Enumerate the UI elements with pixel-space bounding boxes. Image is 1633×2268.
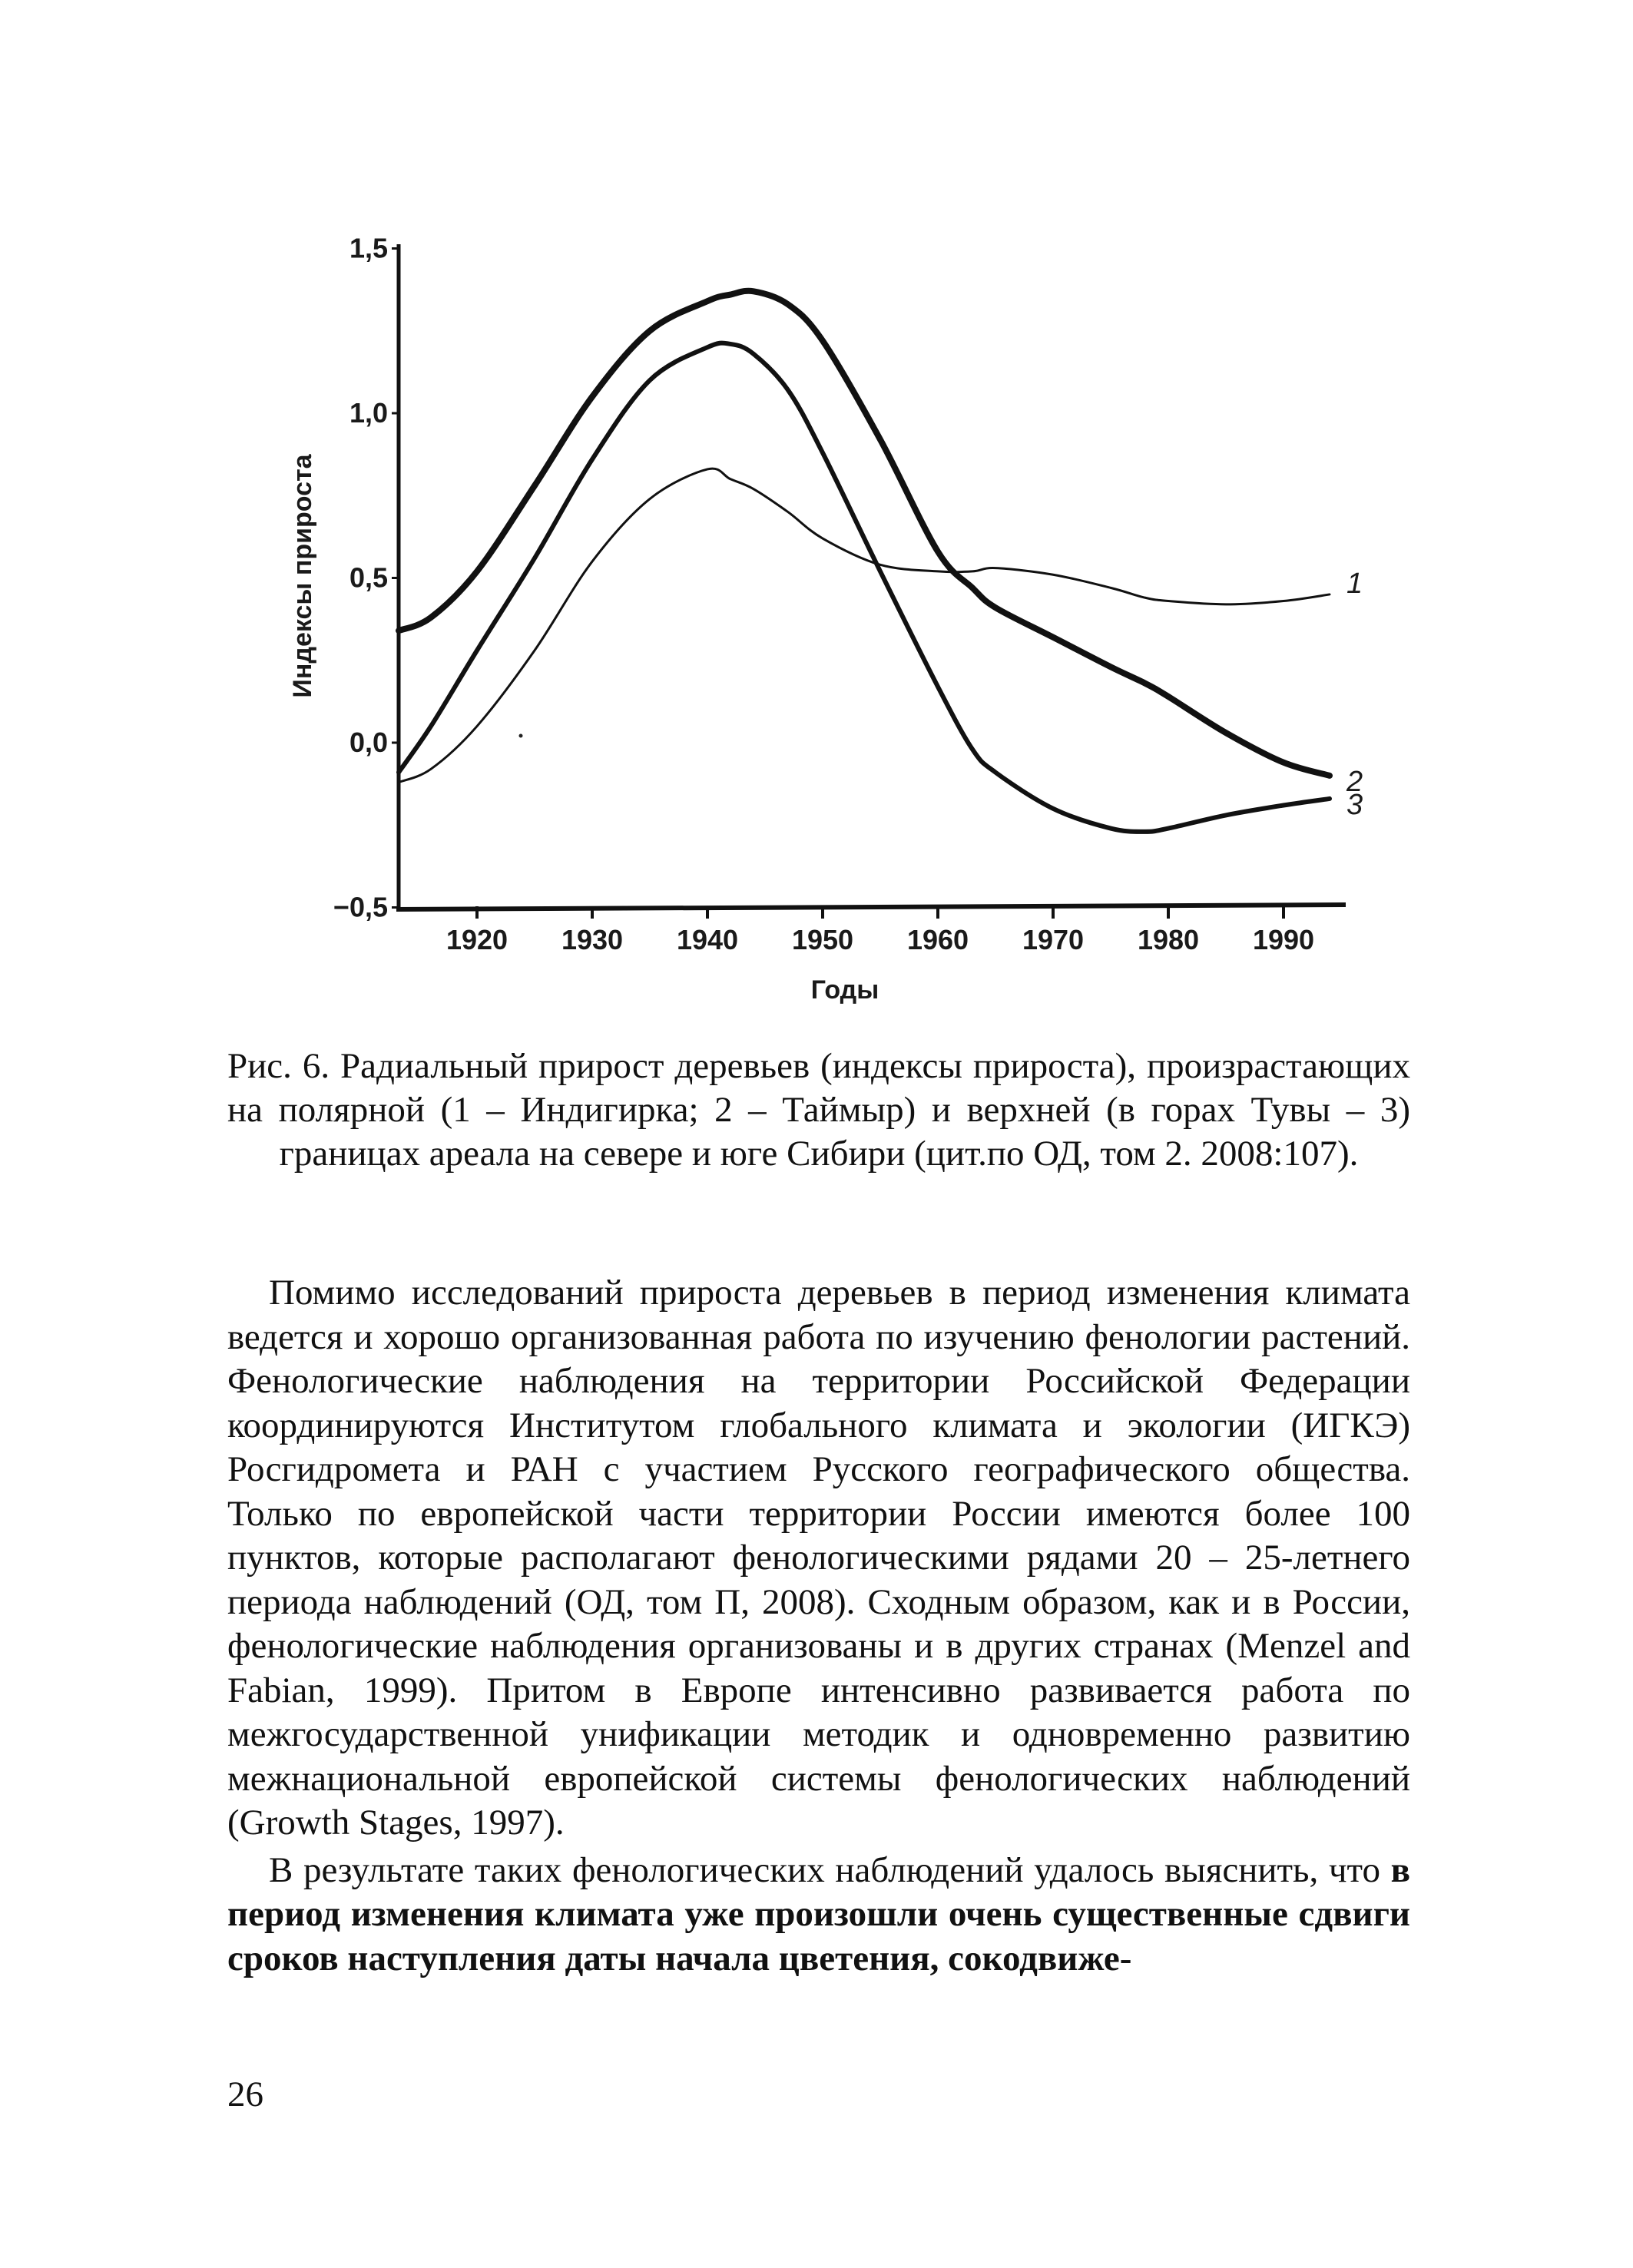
paragraph-1: Помимо исследований прироста деревьев в период изменения климата ведется и хорошо организованная работа по изучению фенологии растений. Фенологические наблюдения на территории Российской Федерации координируются Институтом глобального климата и экологии (ИГКЭ) Росгидромета и РАН с участием Русского географического общества. Только по европейской части территории России имеются более 100 пунктов, которые располагают фенологическими рядами 20 – 25-летнего периода наблюдений (ОД, том П, 2008). Сходным образом, как и в России, фенологические наблюдения организованы и в других странах (Menzel and Fabian, 1999). Притом в Европе интенсивно развивается работа по межгосударственной унификации методик и одновременно развитию межнациональной европейской системы фенологических наблюдений (Growth Stages, 1997). bbox=[227, 1273, 1410, 1843]
scan-speck bbox=[519, 734, 523, 738]
x-axis-title: Годы bbox=[810, 975, 879, 1005]
y-axis-ticks bbox=[333, 233, 399, 923]
page-number: 26 bbox=[227, 2074, 263, 2114]
paragraph-2-bold: в период изменения климата уже произошли очень существенные сдвиги сроков наступления даты начала цветения, сокодвиже- bbox=[227, 1849, 1410, 1978]
paragraph-2 bbox=[227, 1849, 1410, 1982]
series-label-3: 3 bbox=[1346, 788, 1363, 821]
y-tick-label: 0,0 bbox=[349, 727, 388, 758]
series-label-1: 1 bbox=[1346, 567, 1363, 600]
x-tick-label: 1930 bbox=[561, 924, 624, 955]
y-tick-label: −0,5 bbox=[333, 891, 388, 923]
x-tick-label: 1920 bbox=[446, 924, 508, 955]
x-tick-label: 1970 bbox=[1022, 924, 1085, 955]
y-tick-label: 1,0 bbox=[349, 397, 388, 429]
figure-chart bbox=[0, 0, 1633, 1021]
figure-caption bbox=[227, 1045, 1410, 1176]
y-tick-label: 0,5 bbox=[349, 561, 388, 594]
paragraph-2-intro: В результате таких фенологических наблюдений удалось выяснить, что bbox=[269, 1849, 1391, 1890]
caption-text: Рис. 6. Радиальный прирост деревьев (индексы прироста), произрастающих на полярной (1 – Индигирка; 2 – Таймыр) и верхней (в горах Тувы – 3) границах ареала на севере и юге Сибири (цит.по ОД, том 2. 2008:107). bbox=[227, 1046, 1410, 1174]
x-tick-label: 1980 bbox=[1137, 924, 1200, 955]
x-tick-label: 1960 bbox=[906, 924, 969, 955]
y-axis-title: Индексы прироста bbox=[288, 454, 317, 698]
x-tick-label: 1940 bbox=[676, 924, 739, 955]
chart-series bbox=[399, 291, 1363, 832]
x-tick-label: 1990 bbox=[1252, 924, 1315, 955]
y-tick-label: 1,5 bbox=[349, 232, 388, 264]
x-axis bbox=[396, 905, 1346, 909]
x-tick-label: 1950 bbox=[791, 924, 854, 955]
series-line-1 bbox=[399, 468, 1330, 782]
series-label-2: 2 bbox=[1346, 765, 1363, 798]
body-text bbox=[227, 1271, 1410, 1981]
x-axis-ticks bbox=[446, 906, 1314, 955]
